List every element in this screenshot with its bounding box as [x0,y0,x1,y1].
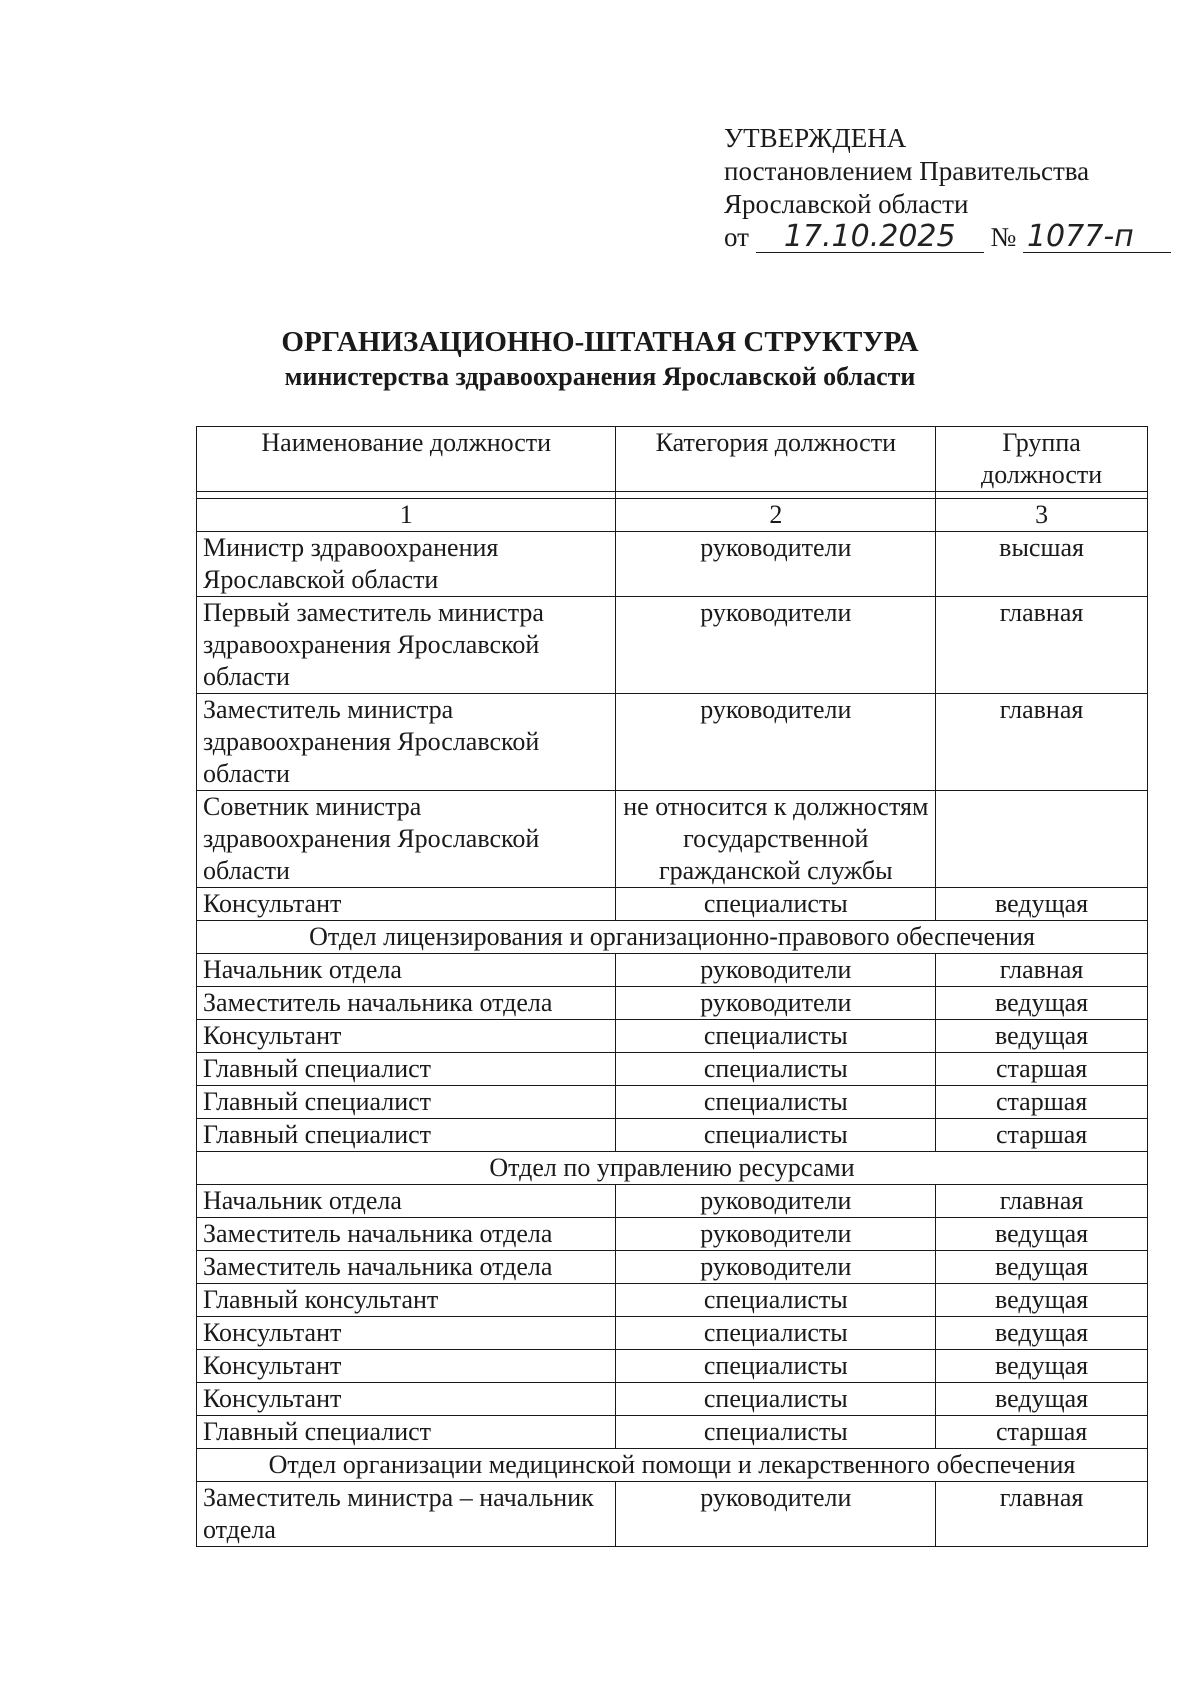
staff-structure-table [196,426,1148,1547]
position-category-cell: не относится к должностям государственной гражданской службы [616,791,936,888]
position-group-cell: ведущая [936,1317,1148,1350]
table-row [197,1053,1148,1086]
position-name-cell: Консультант [197,1383,616,1416]
table-row [197,532,1148,597]
position-name-cell: Главный специалист [197,1119,616,1152]
position-category-cell: специалисты [616,1020,936,1053]
position-group-cell: старшая [936,1053,1148,1086]
table-row [197,791,1148,888]
position-name-cell: Заместитель министра здравоохранения Ярославской области [197,694,616,791]
table-row [197,954,1148,987]
document-subtitle: министерства здравоохранения Ярославской области [284,362,916,391]
position-category-cell: руководители [616,954,936,987]
section-row [197,921,1148,954]
column-number: 1 [197,499,616,532]
position-group-cell: ведущая [936,987,1148,1020]
position-name-cell: Заместитель начальника отдела [197,1251,616,1284]
position-name-cell: Главный специалист [197,1416,616,1449]
table-row [197,1482,1148,1547]
table-row [197,1251,1148,1284]
table-row [197,1119,1148,1152]
position-name-cell: Консультант [197,1350,616,1383]
position-name-cell: Главный консультант [197,1284,616,1317]
position-category-cell: руководители [616,597,936,694]
position-group-cell: старшая [936,1119,1148,1152]
position-group-cell: ведущая [936,1383,1148,1416]
approval-block [724,122,1171,254]
position-group-cell: старшая [936,1416,1148,1449]
position-name-cell: Консультант [197,888,616,921]
column-number-row [197,499,1148,532]
table-row [197,597,1148,694]
position-category-cell: специалисты [616,1383,936,1416]
position-group-cell: главная [936,694,1148,791]
table-row [197,1383,1148,1416]
position-category-cell: специалисты [616,1317,936,1350]
table-row [197,1185,1148,1218]
position-category-cell: специалисты [616,888,936,921]
document-title: ОРГАНИЗАЦИОННО-ШТАТНАЯ СТРУКТУРА [281,326,919,358]
position-name-cell: Заместитель начальника отдела [197,987,616,1020]
position-name-cell: Советник министра здравоохранения Ярославской области [197,791,616,888]
position-group-cell: ведущая [936,1350,1148,1383]
position-group-cell: главная [936,1482,1148,1547]
position-category-cell: руководители [616,694,936,791]
position-group-cell: главная [936,1185,1148,1218]
position-category-cell: специалисты [616,1053,936,1086]
header-position-name: Наименование должности [197,427,616,492]
position-category-cell: руководители [616,987,936,1020]
position-group-cell [936,791,1148,888]
section-row [197,1449,1148,1482]
position-name-cell: Главный специалист [197,1053,616,1086]
handwritten-number: 1077-п [1023,222,1171,253]
table-row [197,1218,1148,1251]
table-row [197,1086,1148,1119]
position-category-cell: руководители [616,1482,936,1547]
position-category-cell: специалисты [616,1284,936,1317]
position-group-cell: ведущая [936,1284,1148,1317]
date-prefix: от [724,222,749,252]
position-category-cell: специалисты [616,1416,936,1449]
section-title: Отдел лицензирования и организационно-правового обеспечения [197,921,1148,954]
position-name-cell: Главный специалист [197,1086,616,1119]
position-category-cell: специалисты [616,1350,936,1383]
position-name-cell: Начальник отдела [197,954,616,987]
position-name-cell: Заместитель начальника отдела [197,1218,616,1251]
position-name-cell: Начальник отдела [197,1185,616,1218]
header-position-group: Группа должности [936,427,1148,492]
approval-issuer: постановлением Правительства [724,156,1090,186]
position-name-cell: Первый заместитель министра здравоохранения Ярославской области [197,597,616,694]
position-group-cell: старшая [936,1086,1148,1119]
table-row [197,1317,1148,1350]
table-header-row [197,427,1148,492]
position-name-cell: Министр здравоохранения Ярославской области [197,532,616,597]
table-row [197,1416,1148,1449]
position-group-cell: ведущая [936,1020,1148,1053]
table-row [197,888,1148,921]
table-row [197,987,1148,1020]
position-category-cell: руководители [616,1218,936,1251]
number-prefix: № [990,222,1017,252]
position-category-cell: специалисты [616,1086,936,1119]
approval-region: Ярославской области [724,189,969,219]
table-row [197,694,1148,791]
position-group-cell: главная [936,597,1148,694]
table-row [197,1284,1148,1317]
position-category-cell: руководители [616,532,936,597]
position-group-cell: ведущая [936,888,1148,921]
header-separator [197,492,1148,499]
approval-heading: УТВЕРЖДЕНА [724,123,907,153]
position-name-cell: Заместитель министра – начальник отдела [197,1482,616,1547]
table-row [197,1020,1148,1053]
handwritten-date: 17.10.2025 [756,222,984,253]
position-name-cell: Консультант [197,1020,616,1053]
approval-date-line [724,221,1171,254]
position-category-cell: руководители [616,1251,936,1284]
position-group-cell: ведущая [936,1218,1148,1251]
header-position-category: Категория должности [616,427,936,492]
section-title: Отдел по управлению ресурсами [197,1152,1148,1185]
table-row [197,1350,1148,1383]
position-group-cell: главная [936,954,1148,987]
position-group-cell: ведущая [936,1251,1148,1284]
column-number: 3 [936,499,1148,532]
position-group-cell: высшая [936,532,1148,597]
position-name-cell: Консультант [197,1317,616,1350]
section-row [197,1152,1148,1185]
position-category-cell: руководители [616,1185,936,1218]
section-title: Отдел организации медицинской помощи и лекарственного обеспечения [197,1449,1148,1482]
column-number: 2 [616,499,936,532]
position-category-cell: специалисты [616,1119,936,1152]
